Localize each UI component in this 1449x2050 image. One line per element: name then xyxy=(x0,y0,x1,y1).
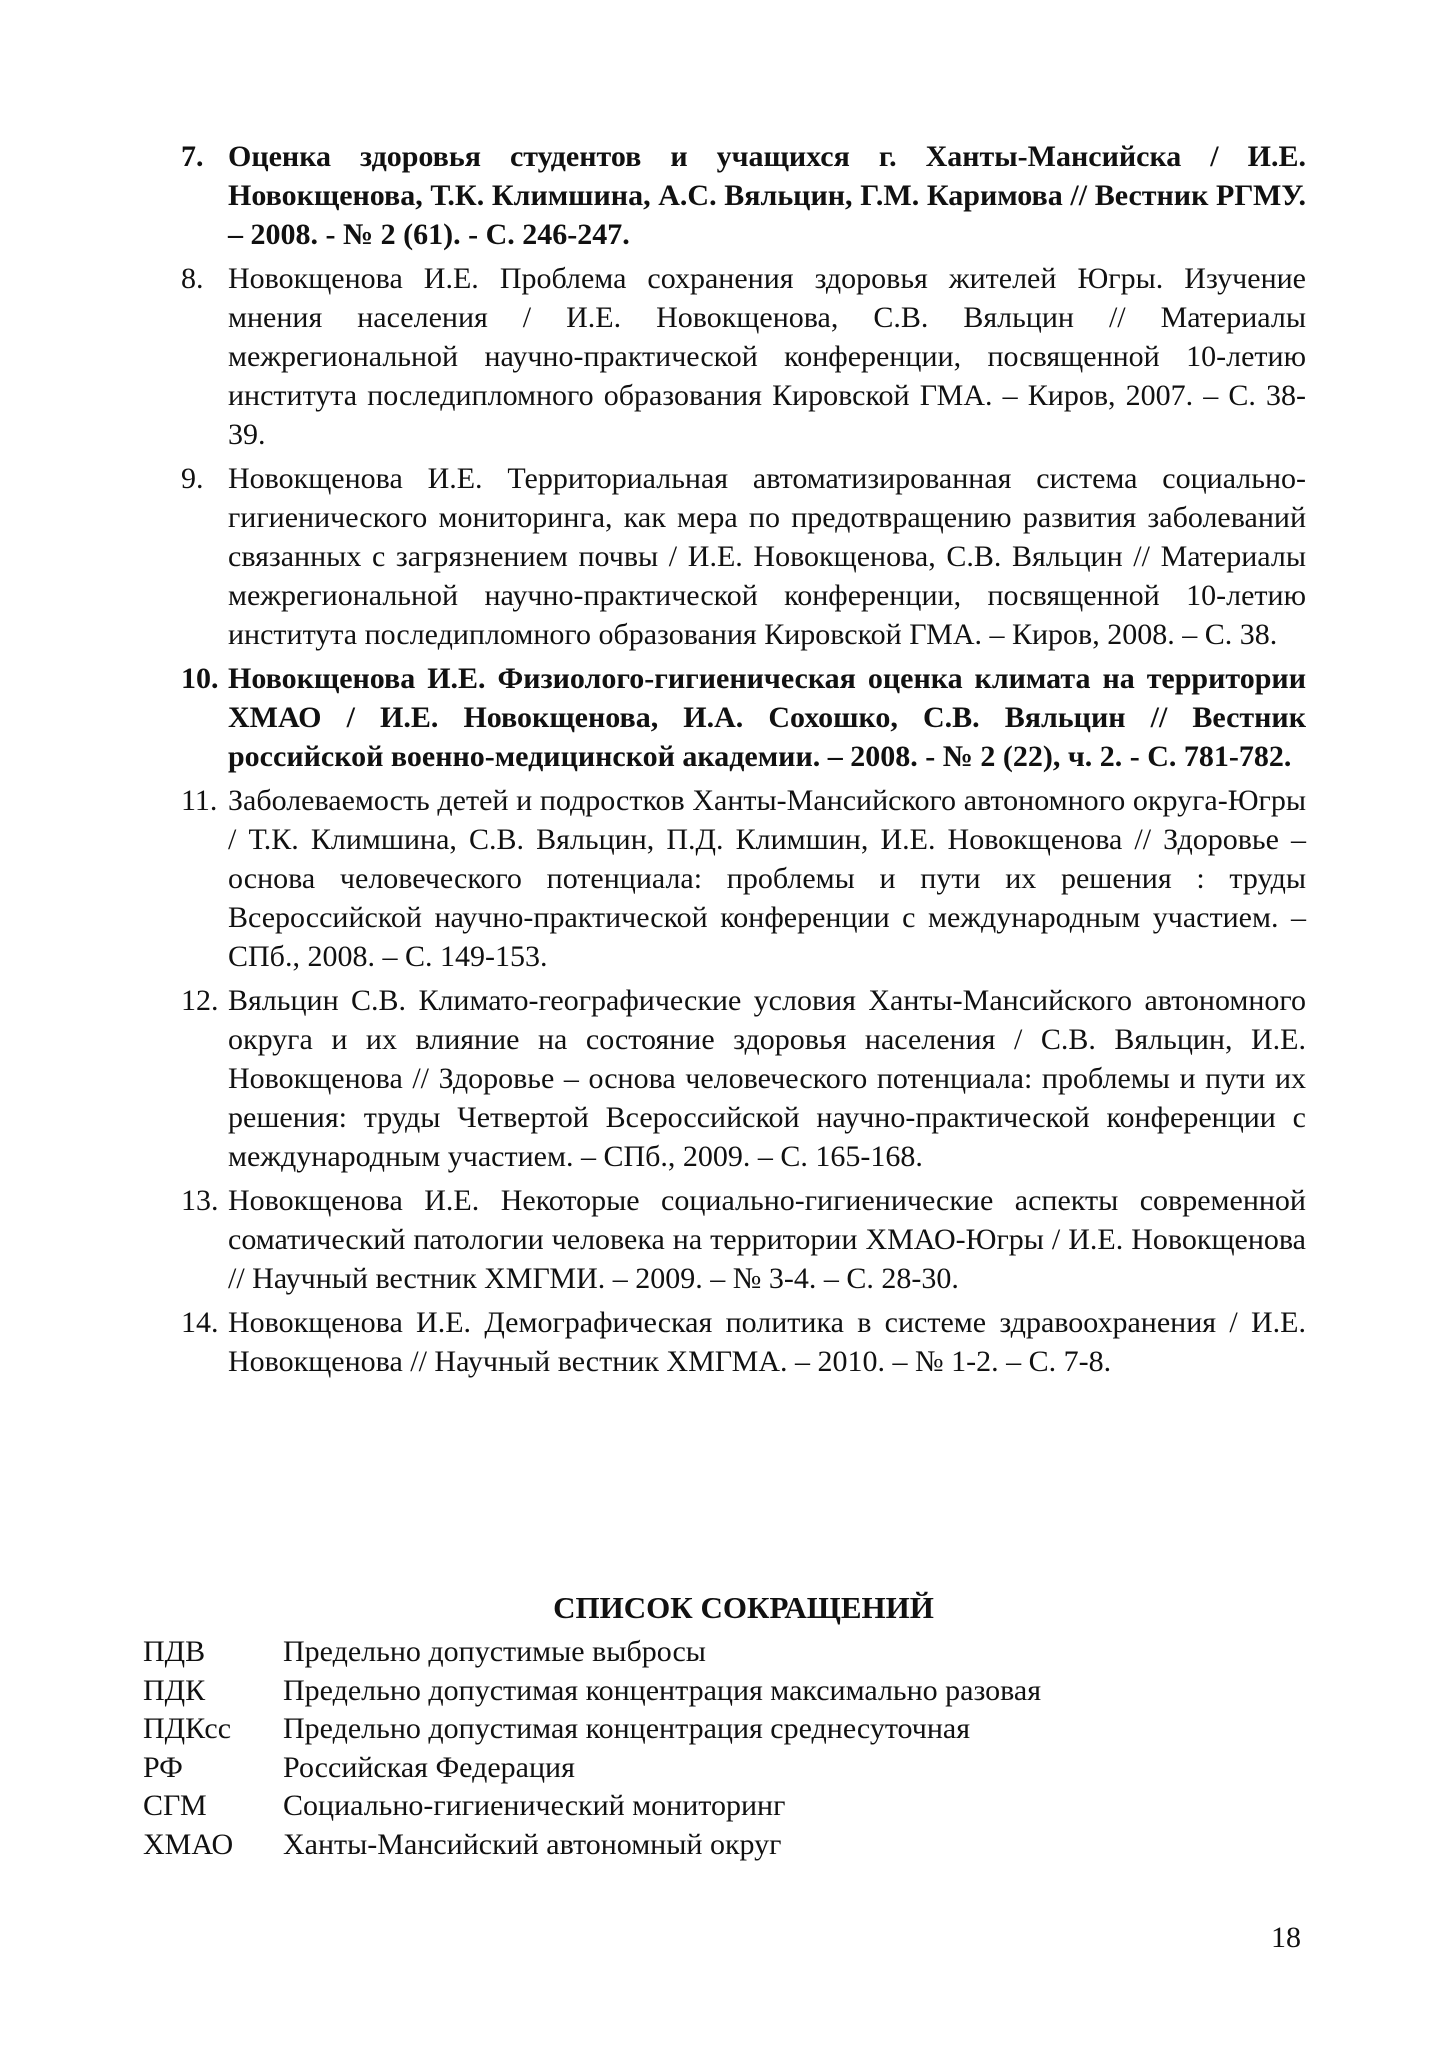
abbreviation-row xyxy=(143,1710,1303,1749)
abbreviation-value: Предельно допустимые выбросы xyxy=(283,1635,706,1668)
reference-item xyxy=(181,981,1306,1176)
reference-number: 14. xyxy=(181,1306,219,1339)
abbreviation-value: Предельно допустимая концентрация максимально разовая xyxy=(283,1673,1042,1707)
abbreviation-key: РФ xyxy=(143,1750,183,1784)
reference-number: 10. xyxy=(181,662,219,695)
abbreviation-row xyxy=(143,1749,1303,1788)
abbreviation-value: Социально-гигиенический мониторинг xyxy=(283,1789,786,1822)
reference-number: 11. xyxy=(181,784,218,817)
reference-item xyxy=(181,459,1306,654)
reference-text: Вяльцин С.В. Климато-географические условия Ханты-Мансийского автономного округа и их влияние на состояние здоровья населения / С.В. Вяльцин, И.Е. Новокщенова // Здоровье – основа человеческого потенциала: проблемы и пути их решения: труды Четвертой Всероссийской научно-практической конференции с международным участием. – СПб., 2009. – С. 165-168. xyxy=(228,984,1306,1173)
abbreviation-value: Российская Федерация xyxy=(283,1750,575,1784)
reference-item xyxy=(181,781,1306,976)
abbreviation-value: Ханты-Мансийский автономный округ xyxy=(283,1827,782,1861)
abbreviation-list xyxy=(143,1633,1303,1864)
abbreviation-row xyxy=(143,1826,1303,1865)
page-number: 18 xyxy=(1271,1921,1301,1954)
reference-text: Новокщенова И.Е. Физиолого-гигиеническая оценка климата на территории ХМАО / И.Е. Новокщенова, И.А. Сохошко, С.В. Вяльцин // Вестник российской военно-медицинской академии. – 2008. - № 2 (22), ч. 2. - С. 781-782. xyxy=(228,662,1306,773)
reference-item xyxy=(181,259,1306,454)
reference-list xyxy=(181,137,1306,1386)
abbreviation-key: ПДК xyxy=(143,1673,206,1707)
reference-item xyxy=(181,1181,1306,1298)
reference-number: 8. xyxy=(181,262,204,295)
reference-item xyxy=(181,659,1306,776)
abbreviation-key: СГМ xyxy=(143,1789,207,1822)
reference-text: Новокщенова И.Е. Проблема сохранения здоровья жителей Югры. Изучение мнения населения / И.Е. Новокщенова, С.В. Вяльцин // Материалы межрегиональной научно-практической конференции, посвященной 10-летию института последипломного образования Кировской ГМА. – Киров, 2007. – С. 38-39. xyxy=(228,262,1306,451)
abbreviation-key: ХМАО xyxy=(143,1827,234,1861)
reference-text: Новокщенова И.Е. Демографическая политика в системе здравоохранения / И.Е. Новокщенова // Научный вестник ХМГМА. – 2010. – № 1-2. – С. 7-8. xyxy=(228,1306,1306,1378)
reference-number: 12. xyxy=(181,984,219,1017)
reference-number: 13. xyxy=(181,1184,219,1217)
reference-text: Заболеваемость детей и подростков Ханты-Мансийского автономного округа-Югры / Т.К. Климшина, С.В. Вяльцин, П.Д. Климшин, И.Е. Новокщенова // Здоровье – основа человеческого потенциала: проблемы и пути их решения : труды Всероссийской научно-практической конференции с международным участием. – СПб., 2008. – С. 149-153. xyxy=(228,784,1306,973)
reference-number: 9. xyxy=(181,462,204,495)
abbreviations-heading: СПИСОК СОКРАЩЕНИЙ xyxy=(553,1590,934,1625)
abbreviation-row xyxy=(143,1787,1303,1826)
reference-item xyxy=(181,137,1306,254)
abbreviation-key: ПДКсс xyxy=(143,1712,232,1745)
reference-text: Новокщенова И.Е. Территориальная автоматизированная система социально-гигиенического мониторинга, как мера по предотвращению развития заболеваний связанных с загрязнением почвы / И.Е. Новокщенова, С.В. Вяльцин // Материалы межрегиональной научно-практической конференции, посвященной 10-летию института последипломного образования Кировской ГМА. – Киров, 2008. – С. 38. xyxy=(228,462,1306,651)
abbreviation-row xyxy=(143,1672,1303,1711)
abbreviation-row xyxy=(143,1633,1303,1672)
reference-item xyxy=(181,1303,1306,1381)
abbreviation-value: Предельно допустимая концентрация среднесуточная xyxy=(283,1712,971,1745)
abbreviation-key: ПДВ xyxy=(143,1635,206,1668)
reference-text: Новокщенова И.Е. Некоторые социально-гигиенические аспекты современной соматический патологии человека на территории ХМАО-Югры / И.Е. Новокщенова // Научный вестник ХМГМИ. – 2009. – № 3-4. – С. 28-30. xyxy=(228,1184,1306,1295)
reference-number: 7. xyxy=(181,140,204,173)
reference-text: Оценка здоровья студентов и учащихся г. Ханты-Мансийска / И.Е. Новокщенова, Т.К. Климшина, А.С. Вяльцин, Г.М. Каримова // Вестник РГМУ. – 2008. - № 2 (61). - С. 246-247. xyxy=(228,140,1306,251)
